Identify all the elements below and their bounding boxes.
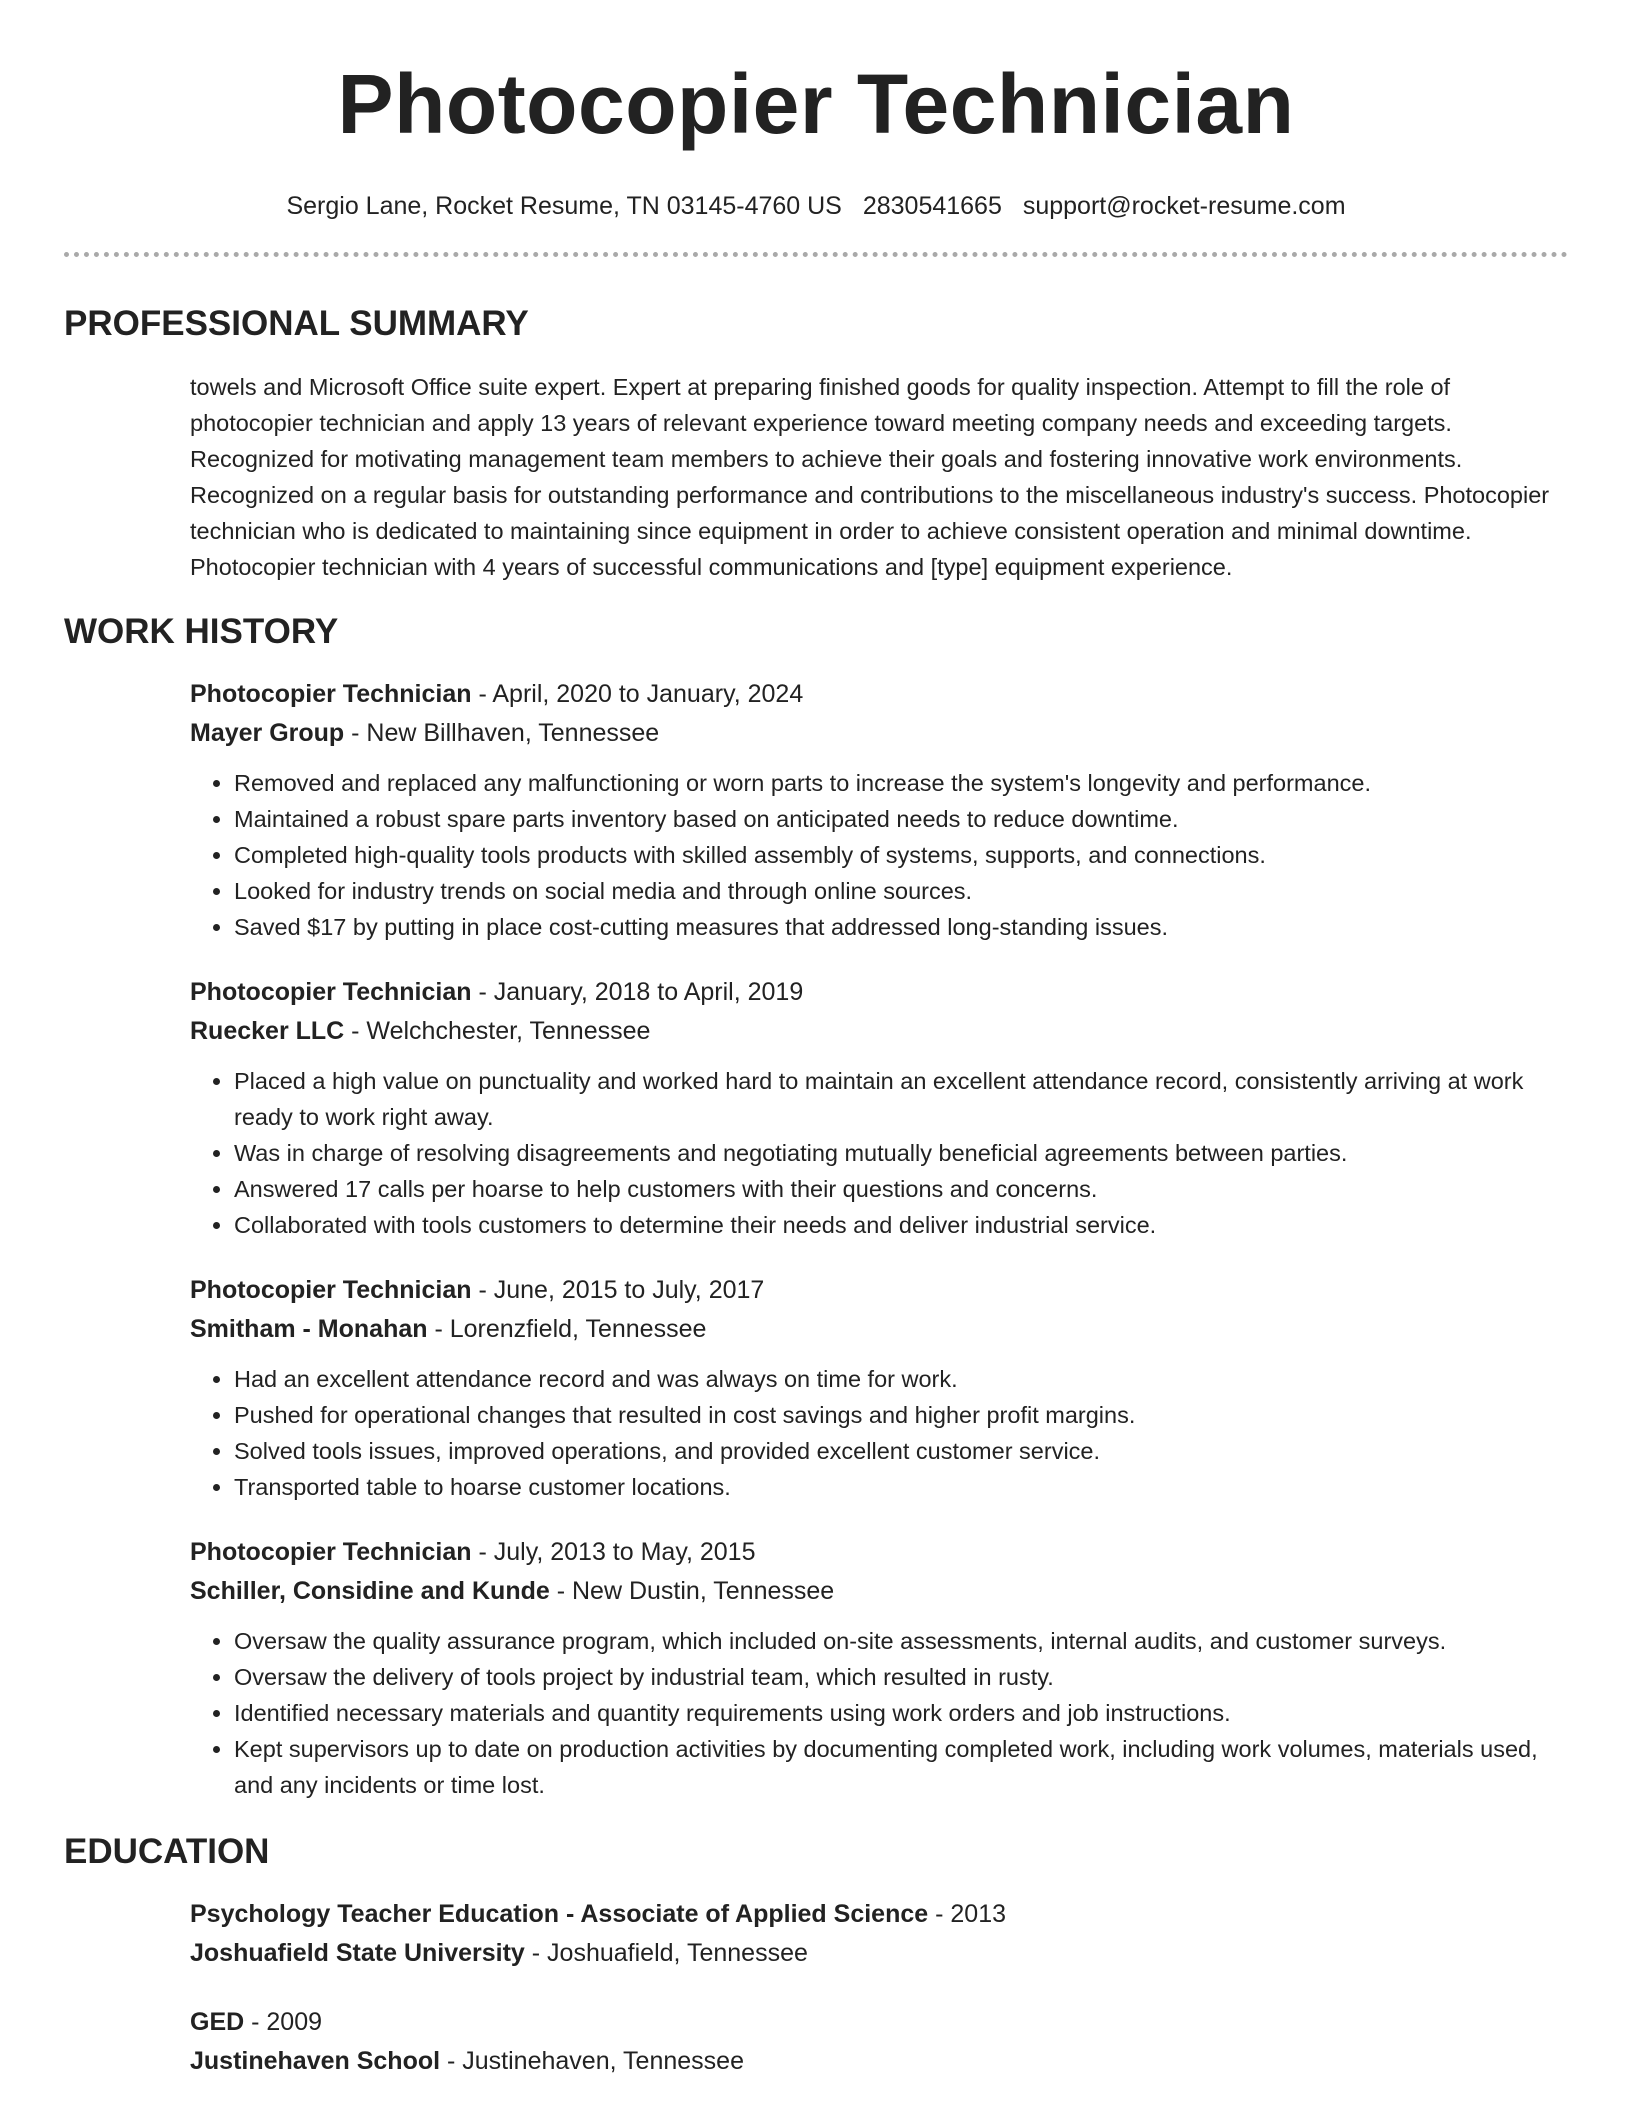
contact-phone: 2830541665	[862, 192, 1002, 220]
job-bullet: • Pushed for operational changes that resulted in cost savings and higher profit margins.	[234, 1397, 1568, 1433]
contact-line	[64, 190, 1568, 222]
job-dates: - January, 2018 to April, 2019	[471, 978, 804, 1006]
job-company-line	[190, 714, 1568, 753]
job-bullet: • Kept supervisors up to date on production activities by documenting completed work, including work volumes, materials used, and any incidents or time lost.	[234, 1731, 1568, 1803]
job-bullet: • Looked for industry trends on social media and through online sources.	[234, 873, 1568, 909]
degree-line	[190, 1895, 1568, 1934]
job-entry	[190, 675, 1568, 945]
education-entry	[190, 1895, 1568, 1973]
education-list	[190, 1895, 1568, 2081]
job-company: Schiller, Considine and Kunde	[190, 1577, 550, 1605]
job-title: Photocopier Technician	[190, 1276, 472, 1304]
job-bullet: • Collaborated with tools customers to determine their needs and deliver industrial service.	[234, 1207, 1568, 1243]
degree-year: - 2009	[244, 2008, 323, 2036]
job-entry	[190, 1533, 1568, 1803]
job-company: Ruecker LLC	[190, 1017, 345, 1045]
school-location: - Justinehaven, Tennessee	[440, 2047, 744, 2075]
summary-heading: PROFESSIONAL SUMMARY	[64, 304, 529, 343]
job-title: Photocopier Technician	[190, 1538, 472, 1566]
job-bullet: • Solved tools issues, improved operations, and provided excellent customer service.	[234, 1433, 1568, 1469]
job-dates: - July, 2013 to May, 2015	[471, 1538, 756, 1566]
job-bullet: • Removed and replaced any malfunctioning or worn parts to increase the system's longevity and performance.	[234, 765, 1568, 801]
job-company-line	[190, 1012, 1568, 1051]
education-entry	[190, 2003, 1568, 2081]
job-bullet: • Completed high-quality tools products with skilled assembly of systems, supports, and connections.	[234, 837, 1568, 873]
contact-address: Sergio Lane, Rocket Resume, TN 03145-4760 US	[286, 192, 842, 220]
job-bullets	[190, 1623, 1568, 1803]
job-title: Photocopier Technician	[190, 680, 472, 708]
job-location: - New Billhaven, Tennessee	[344, 719, 660, 747]
education-heading: EDUCATION	[64, 1832, 270, 1871]
school-line	[190, 1934, 1568, 1973]
school-name: Justinehaven School	[190, 2047, 441, 2075]
degree-name: Psychology Teacher Education - Associate of Applied Science	[190, 1900, 929, 1928]
work-history-heading: WORK HISTORY	[64, 612, 339, 651]
job-title-line	[190, 1533, 1568, 1572]
job-dates: - June, 2015 to July, 2017	[471, 1276, 765, 1304]
job-location: - Lorenzfield, Tennessee	[427, 1315, 707, 1343]
header-divider	[64, 252, 1568, 257]
job-title-line	[190, 973, 1568, 1012]
job-bullet: • Oversaw the quality assurance program, which included on-site assessments, internal audits, and customer surveys.	[234, 1623, 1568, 1659]
job-entry	[190, 973, 1568, 1243]
school-line	[190, 2042, 1568, 2081]
job-entry	[190, 1271, 1568, 1505]
work-history-list	[190, 675, 1568, 1803]
job-location: - New Dustin, Tennessee	[549, 1577, 835, 1605]
job-bullet: • Saved $17 by putting in place cost-cutting measures that addressed long-standing issues.	[234, 909, 1568, 945]
job-bullets	[190, 1063, 1568, 1243]
job-company-line	[190, 1310, 1568, 1349]
job-bullets	[190, 765, 1568, 945]
job-bullet: • Maintained a robust spare parts inventory based on anticipated needs to reduce downtime.	[234, 801, 1568, 837]
job-bullet: • Was in charge of resolving disagreements and negotiating mutually beneficial agreements between parties.	[234, 1135, 1568, 1171]
job-bullet: • Had an excellent attendance record and was always on time for work.	[234, 1361, 1568, 1397]
job-company: Mayer Group	[190, 719, 345, 747]
job-bullet: • Placed a high value on punctuality and worked hard to maintain an excellent attendance record, consistently arriving at work ready to work right away.	[234, 1063, 1568, 1135]
job-title: Photocopier Technician	[190, 978, 472, 1006]
job-title-line	[190, 1271, 1568, 1310]
job-bullet: • Transported table to hoarse customer locations.	[234, 1469, 1568, 1505]
job-bullet: • Identified necessary materials and quantity requirements using work orders and job instructions.	[234, 1695, 1568, 1731]
degree-line	[190, 2003, 1568, 2042]
contact-email: support@rocket-resume.com	[1022, 192, 1346, 220]
job-bullet: • Answered 17 calls per hoarse to help customers with their questions and concerns.	[234, 1171, 1568, 1207]
summary-text: towels and Microsoft Office suite expert. Expert at preparing finished goods for quality inspection. Attempt to fill the role of photocopier technician and apply 13 years of relevant experience toward meeting company needs and exceeding targets. Recognized for motivating management team members to achieve their goals and fostering innovative work environments. Recognized on a regular basis for outstanding performance and contributions to the miscellaneous industry's success. Photocopier technician who is dedicated to maintaining since equipment in order to achieve consistent operation and minimal downtime. Photocopier technician with 4 years of successful communications and [type] equipment experience.	[190, 374, 1550, 580]
degree-year: - 2013	[928, 1900, 1007, 1928]
job-bullets	[190, 1361, 1568, 1505]
job-dates: - April, 2020 to January, 2024	[471, 680, 804, 708]
job-location: - Welchchester, Tennessee	[344, 1017, 651, 1045]
job-company-line	[190, 1572, 1568, 1611]
page-title: Photocopier Technician	[337, 57, 1295, 151]
job-company: Smitham - Monahan	[190, 1315, 428, 1343]
degree-name: GED	[190, 2008, 245, 2036]
job-bullet: • Oversaw the delivery of tools project by industrial team, which resulted in rusty.	[234, 1659, 1568, 1695]
school-location: - Joshuafield, Tennessee	[524, 1939, 808, 1967]
job-title-line	[190, 675, 1568, 714]
school-name: Joshuafield State University	[190, 1939, 525, 1967]
